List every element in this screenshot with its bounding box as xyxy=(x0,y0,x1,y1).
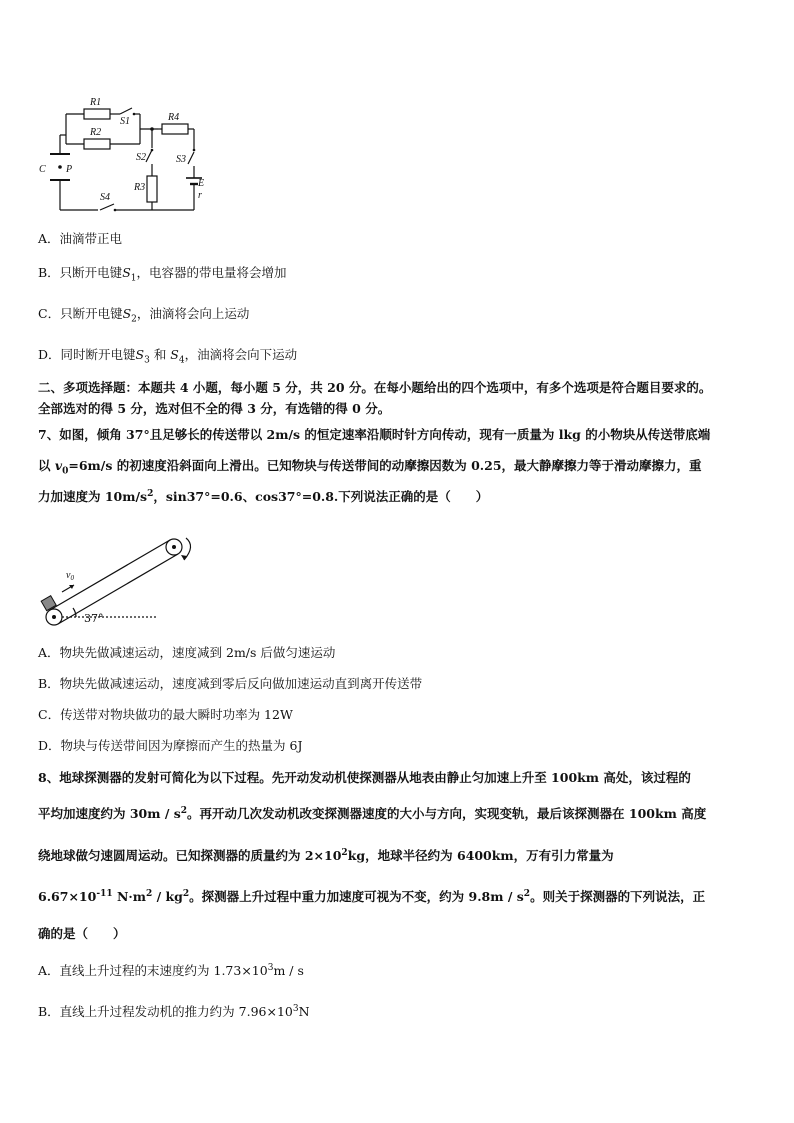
q8-a-post: m / s xyxy=(273,963,304,978)
q7-line2-post: =6m/s 的初速度沿斜面向上滑出。已知物块与传送带间的动摩擦因数为 0.25，最大静摩擦力等于滑动摩擦力，重 xyxy=(68,458,702,473)
q8-a-pre: A．直线上升过程的末速度约为 1.73×10 xyxy=(38,963,268,978)
q8-line4-mid: N·m xyxy=(112,889,146,904)
q8-option-a xyxy=(38,963,304,979)
q8-a-sup: 3 xyxy=(267,962,274,973)
q8-b-sup: 3 xyxy=(292,1003,299,1014)
q8-line4-sup1: -11 xyxy=(96,888,113,899)
r3-label: R3 xyxy=(134,182,146,193)
q8-line2-sup: 2 xyxy=(180,805,188,816)
q8-line4-sup3: 2 xyxy=(182,888,190,899)
q6-d-sub-1: 3 xyxy=(144,355,150,366)
s4-label: S4 xyxy=(100,192,110,203)
q8-line3 xyxy=(38,848,614,864)
angle-label: 37° xyxy=(84,612,104,625)
q8-line4 xyxy=(38,889,705,905)
q7-line3-sup: 2 xyxy=(147,488,154,499)
q8-line2-post: 。再开动几次发动机改变探测器速度的大小与方向，实现变轨，最后该探测器在 100km 高度 xyxy=(187,806,707,821)
q8-line3-post: kg，地球半径约为 6400km，万有引力常量为 xyxy=(347,848,614,863)
q7-option-d: D．物块与传送带间因为摩擦而产生的热量为 6J xyxy=(38,738,303,753)
s1-label: S1 xyxy=(120,116,130,127)
q8-b-post: N xyxy=(298,1004,310,1019)
q8-line3-sup: 2 xyxy=(341,847,348,858)
s2-label: S2 xyxy=(136,152,146,163)
r2-label: R2 xyxy=(90,127,102,138)
q6-d-symbol-2: S xyxy=(170,347,179,362)
c-label: C xyxy=(39,164,46,175)
q7-line3 xyxy=(38,489,488,505)
q7-option-b: B．物块先做减速运动，速度减到零后反向做加速运动直到离开传送带 xyxy=(38,676,423,691)
q6-d-symbol-1: S xyxy=(135,347,145,362)
q8-line1: 8、地球探测器的发射可简化为以下过程。先开动发动机使探测器从地表由静止匀加速上升至 100km 高处，该过程的 xyxy=(38,770,691,785)
velocity-symbol: v xyxy=(66,570,71,581)
e-label: E xyxy=(198,178,205,189)
q7-line2 xyxy=(38,458,702,477)
q7-line3-post: ，sin37°=0.6、cos37°=0.8.下列说法正确的是（ ） xyxy=(153,489,489,504)
q8-line2-pre: 平均加速度约为 30m / s xyxy=(38,806,181,821)
q7-line3-pre: 力加速度为 10m/s xyxy=(38,489,148,504)
q6-b-text: B．只断开电键 xyxy=(38,265,123,280)
q6-c-sub: 2 xyxy=(131,314,137,325)
q6-b-text-end: ，电容器的带电量将会增加 xyxy=(136,265,287,280)
q6-d-mid: 和 xyxy=(149,347,171,362)
p-label: P xyxy=(66,164,73,175)
conveyor-belt-figure xyxy=(36,522,216,632)
q6-option-c xyxy=(38,306,250,325)
q6-d-text-end: ，油滴将会向下运动 xyxy=(184,347,298,362)
circuit-diagram xyxy=(36,92,216,222)
q7-v-symbol: v xyxy=(54,458,63,473)
velocity-sub: 0 xyxy=(70,574,74,582)
s3-label: S3 xyxy=(176,154,186,165)
q6-b-sub: 1 xyxy=(130,273,137,284)
q6-c-symbol: S xyxy=(122,306,132,321)
q8-b-pre: B．直线上升过程发动机的推力约为 7.96×10 xyxy=(38,1004,293,1019)
section2-line1: 二、多项选择题：本题共 4 小题，每小题 5 分，共 20 分。在每小题给出的四个选项中，有多个选项是符合题目要求的。 xyxy=(38,380,712,395)
q6-option-d xyxy=(38,347,298,366)
r1-label: R1 xyxy=(90,97,102,108)
q7-line2-pre: 以 xyxy=(38,458,55,473)
q8-line5: 确的是（ ） xyxy=(38,926,126,941)
q7-v-sub: 0 xyxy=(62,466,69,477)
q8-line4-sup4: 2 xyxy=(523,888,531,899)
r4-label: R4 xyxy=(168,112,180,123)
q6-d-text: D．同时断开电键 xyxy=(38,347,136,362)
q7-line1: 7、如图，倾角 37°且足够长的传送带以 2m/s 的恒定速率沿顺时针方向传动，现有一质量为 lkg 的小物块从传送带底端 xyxy=(38,427,711,442)
q8-line4-sup2: 2 xyxy=(145,888,153,899)
q7-option-c: C．传送带对物块做功的最大瞬时功率为 12W xyxy=(38,707,293,722)
q8-option-b xyxy=(38,1004,310,1020)
q7-option-a: A．物块先做减速运动，速度减到 2m/s 后做匀速运动 xyxy=(38,645,336,660)
q8-line4-post: 。探测器上升过程中重力加速度可视为不变，约为 9.8m / s xyxy=(189,889,524,904)
q6-c-text: C．只断开电键 xyxy=(38,306,123,321)
velocity-label xyxy=(66,570,74,582)
q8-line2 xyxy=(38,806,706,822)
q6-c-text-end: ，油滴将会向上运动 xyxy=(136,306,250,321)
r-label: r xyxy=(198,190,202,201)
q8-line4-mid2: / kg xyxy=(152,889,183,904)
q6-d-sub-2: 4 xyxy=(178,355,185,366)
q8-line3-pre: 绕地球做匀速圆周运动。已知探测器的质量约为 2×10 xyxy=(38,848,342,863)
q8-line4-pre: 6.67×10 xyxy=(38,889,97,904)
section2-line2: 全部选对的得 5 分，选对但不全的得 3 分，有选错的得 0 分。 xyxy=(38,401,391,416)
q6-option-b xyxy=(38,265,287,284)
q6-option-a: A．油滴带正电 xyxy=(38,231,123,246)
q6-b-symbol: S xyxy=(122,265,131,280)
q8-line4-end: 。则关于探测器的下列说法，正 xyxy=(530,889,706,904)
